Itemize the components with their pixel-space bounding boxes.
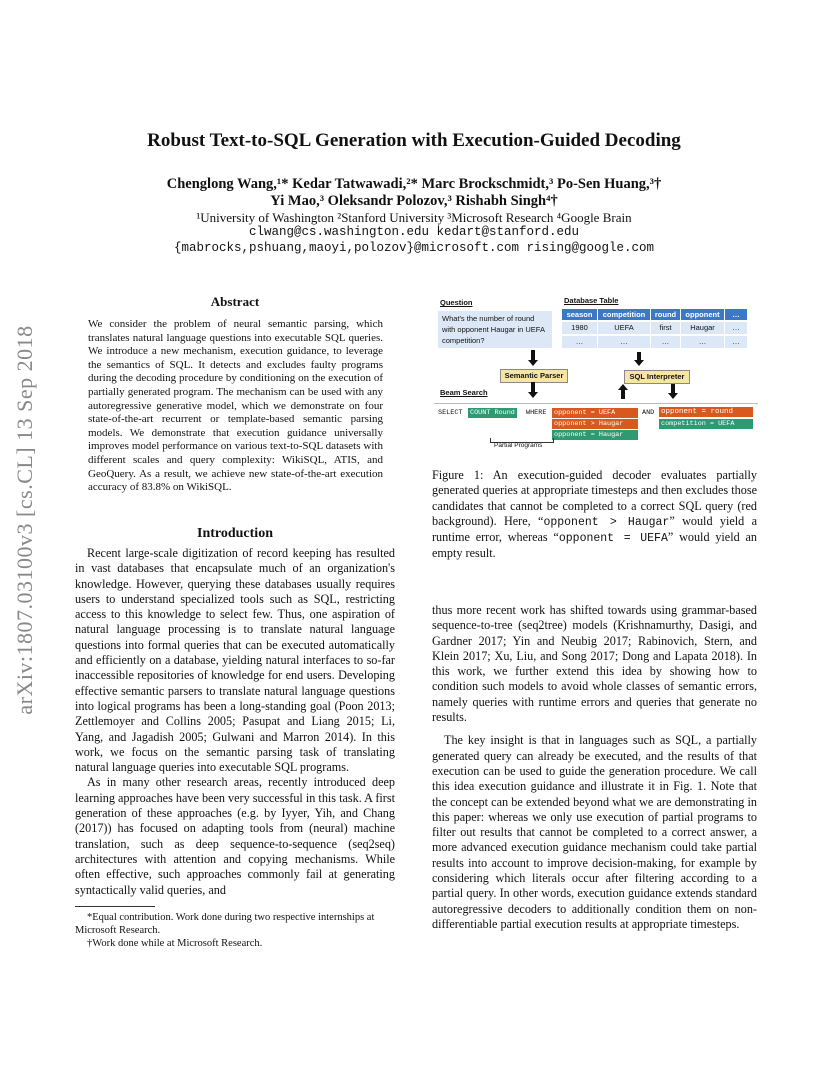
table-cell: … xyxy=(725,322,747,334)
arrow-down-icon xyxy=(528,392,538,398)
caption-code-opponent-uefa: opponent = UEFA xyxy=(558,532,668,546)
table-header-competition: competition xyxy=(598,309,650,320)
arxiv-identifier: arXiv:1807.03100v3 [cs.CL] 13 Sep 2018 xyxy=(12,325,37,715)
arrow-up-icon xyxy=(621,390,625,399)
token-and: AND xyxy=(642,409,655,417)
table-header-round: round xyxy=(651,309,680,320)
arrow-down-icon xyxy=(671,384,675,393)
caption-text: ” would yield an empty result. xyxy=(432,530,757,561)
footnote-rule xyxy=(75,906,155,907)
emails-line-1: clwang@cs.washington.edu kedart@stanford.edu xyxy=(248,225,580,239)
question-box: What's the number of round with opponent Haugar in UEFA competition? xyxy=(438,311,552,348)
table-cell: 1980 xyxy=(562,322,597,334)
abstract-heading: Abstract xyxy=(210,294,260,309)
figure-1-caption xyxy=(432,468,757,562)
token-opponent-round: opponent = round xyxy=(659,407,753,417)
table-cell: first xyxy=(651,322,680,334)
arrow-down-icon xyxy=(531,382,535,392)
arrow-down-icon xyxy=(634,360,644,366)
table-header-more: … xyxy=(725,309,747,320)
affiliations: ¹University of Washington ²Stanford University ³Microsoft Research ⁴Google Brain xyxy=(196,210,632,225)
question-label: Question xyxy=(440,298,473,307)
abstract-text: We consider the problem of neural semantic parsing, which translates natural language questions into executable SQL queries. We introduce a new mechanism, execution guidance, to leverage the semantics of SQL. It detects and excludes faulty programs during the decoding procedure by conditioning on the execution of partially generated program. The mechanism can be used with any autoregressive generative model, which we demonstrate on four state-of-the-art recurrent or template-based semantic parsing models. We demonstrate that execution guidance universally improves model performance on various text-to-SQL datasets with different scales and query complexity: WikiSQL, ATIS, and GeoQuery. As a result, we achieve new state-of-the-art execution accuracy of 83.8% on WikiSQL. xyxy=(88,318,383,494)
footnotes xyxy=(75,911,395,950)
intro-paragraph-1: Recent large-scale digitization of record keeping has resulted in vast databases that encapsulate much of an organization's knowledge. However, querying these databases usually requires users to understand specialized tools such as SQL, restricting access to this knowledge to select few. Thus, one aspiration of natural language processing is to translate natural language questions into formal queries that can be executed automatically and efficiently on a database, yielding natural interfaces to so-far inaccessible repositories of knowledge for end users. Developing effective semantic parsers to translate natural language questions into logical programs has been a long-standing goal (Poon 2013; Zettlemoyer and Collins 2005; Pasupat and Liang 2015; Li, Yang, and Jagadish 2005; Gulwani and Marron 2014). In this work, we focus on the semantic parsing task of translating natural language queries into executable SQL programs. xyxy=(75,546,395,775)
emails-line-2: {mabrocks,pshuang,maoyi,polozov}@microsoft.com rising@google.com xyxy=(173,241,655,255)
token-opponent-uefa: opponent = UEFA xyxy=(552,408,638,418)
table-cell: … xyxy=(651,336,680,348)
token-select: SELECT xyxy=(438,409,463,417)
sql-interpreter-box: SQL Interpreter xyxy=(624,370,690,384)
introduction-heading: Introduction xyxy=(197,526,273,541)
token-opponent-gt-haugar: opponent > Haugar xyxy=(552,419,638,429)
database-table-label: Database Table xyxy=(564,296,619,305)
footnote-equal-contribution: *Equal contribution. Work done during two respective internships at Microsoft Research. xyxy=(75,912,375,936)
figure-1 xyxy=(432,292,760,452)
paper-title: Robust Text-to-SQL Generation with Execution-Guided Decoding xyxy=(147,130,681,151)
database-table xyxy=(562,309,746,351)
right-column-body xyxy=(432,603,757,932)
table-header-season: season xyxy=(562,309,597,320)
token-count-round: COUNT Round xyxy=(470,409,515,417)
introduction-body xyxy=(75,546,395,898)
token-opponent-eq-haugar: opponent = Haugar xyxy=(552,430,638,440)
arrow-down-icon xyxy=(668,393,678,399)
semantic-parser-box: Semantic Parser xyxy=(500,369,568,383)
caption-text: Figure 1: An execution-guided decoder evaluates partially generated queries at appropriate timesteps and then excludes those candidates that cannot be completed to a correct SQL query (red background). Here, “ xyxy=(432,468,757,528)
table-cell: … xyxy=(725,336,747,348)
token-competition-uefa: competition = UEFA xyxy=(659,419,753,429)
arrow-down-icon xyxy=(637,352,641,360)
arrow-down-icon xyxy=(528,360,538,366)
right-paragraph-1: thus more recent work has shifted towards using grammar-based sequence-to-tree (seq2tree) models (Krishnamurthy, Dasigi, and Gardner 2017; Yin and Neubig 2017; Rabinovich, Stern, and Klein 2017; Xu, Liu, and Song 2017; Dong and Lapata 2018). In this work, we further extend this idea by showing how to condition such models to avoid whole classes of semantic errors, namely queries with runtime errors and queries that generate no results. xyxy=(432,603,757,725)
authors-line-2: Yi Mao,³ Oleksandr Polozov,³ Rishabh Singh⁴† xyxy=(270,193,558,209)
table-header-opponent: opponent xyxy=(681,309,724,320)
authors-line-1: Chenglong Wang,¹* Kedar Tatwawadi,²* Marc Brockschmidt,³ Po-Sen Huang,³† xyxy=(166,176,662,192)
table-cell: Haugar xyxy=(681,322,724,334)
partial-programs-label: Partial Programs xyxy=(494,442,543,449)
beam-search-label: Beam Search xyxy=(440,388,488,397)
intro-paragraph-2: As in many other research areas, recently introduced deep learning approaches have been very successful in this task. A first generation of these approaches (e.g. by Iyyer, Yih, and Chang (2017)) has focused on adapting tools from (neural) machine translation, such as deep sequence-to-sequence (seq2seq) architectures with attention and copying mechanisms. While often effective, such approaches commonly fail at generating syntactically valid queries, and xyxy=(75,775,395,897)
table-cell: … xyxy=(562,336,597,348)
right-paragraph-2: The key insight is that in languages such as SQL, a partially generated query can already be executed, and the results of that execution can be used to guide the generation procedure. We call this idea execution guidance and illustrate it in Fig. 1. Note that the concept can be extended beyond what we are demonstrating in this paper: whereas we only use execution of partial programs to filter out results that cannot be completed to a correct answer, a more advanced execution guidance mechanism could take partial results into account to improve decision-making, for example by considering which literals occur after filtering according to a partial query. In other words, execution guidance extends standard autoregressive decoders to additionally condition them on non-differentiable partial execution results at appropriate timesteps. xyxy=(432,733,757,931)
arrow-down-icon xyxy=(531,350,535,360)
caption-text: ” would yield a runtime error, whereas “ xyxy=(432,513,757,545)
caption-code-opponent-haugar: opponent > Haugar xyxy=(543,515,670,529)
table-cell: UEFA xyxy=(598,322,650,334)
footnote-microsoft: †Work done while at Microsoft Research. xyxy=(87,938,263,949)
table-cell: … xyxy=(598,336,650,348)
token-where: WHERE xyxy=(526,409,547,417)
table-cell: … xyxy=(681,336,724,348)
